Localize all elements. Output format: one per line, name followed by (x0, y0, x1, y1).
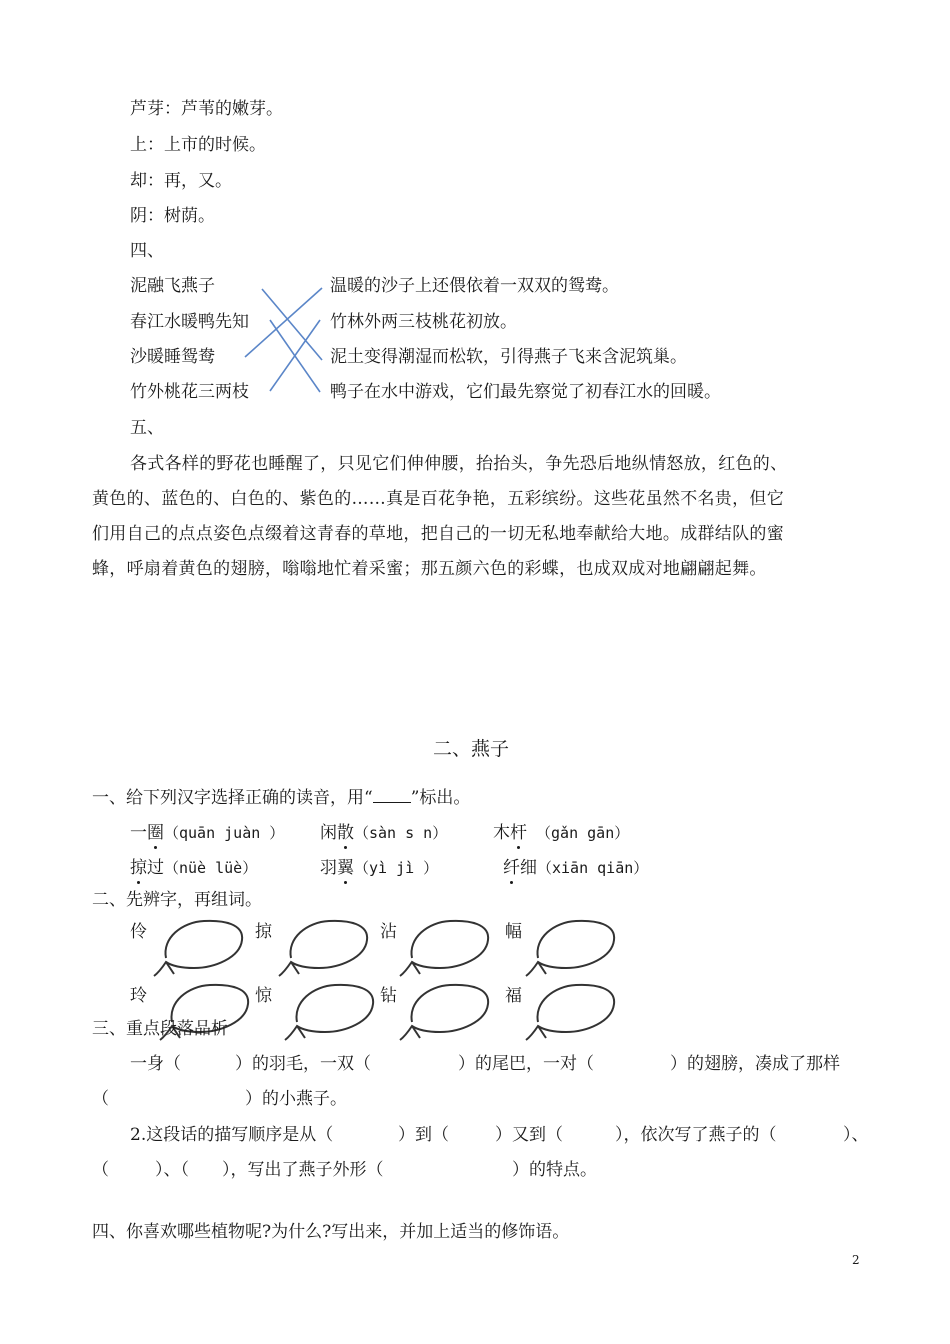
dotted-char: 散 (337, 823, 354, 843)
fill-text: ），依次写了燕子的（ (615, 1125, 777, 1145)
fill-text: 一身（ (130, 1054, 181, 1074)
underline-mark (373, 790, 411, 803)
fill-text: （ (92, 1089, 109, 1109)
leaf-answer-box[interactable] (398, 918, 494, 980)
fill-text: ），写出了燕子外形（ (222, 1160, 384, 1180)
char-label: 掠 (255, 922, 272, 942)
paragraph-line: 各式各样的野花也睡醒了，只见它们伸伸腰，抬抬头，争先恐后地纵情怒放，红色的、 (130, 454, 788, 474)
match-left-item: 泥融飞燕子 (130, 276, 215, 296)
match-right-item: 泥土变得潮湿而松软，引得燕子飞来含泥筑巢。 (330, 347, 687, 367)
fill-text: ）、（ (155, 1160, 189, 1180)
fill-text: ）又到（ (495, 1125, 563, 1145)
leaf-answer-box[interactable] (152, 918, 248, 980)
paragraph-line: 蜂，呼扇着黄色的翅膀，嗡嗡地忙着采蜜；那五颜六色的彩蝶，也成双成对地翩翩起舞。 (92, 559, 767, 579)
fill-text: ）、 (843, 1125, 869, 1145)
char-label: 玲 (130, 986, 147, 1006)
question-text: ”标出。 (410, 788, 471, 808)
note-line: 上：上市的时候。 (130, 135, 266, 155)
match-right-item: 鸭子在水中游戏，它们最先察觉了初春江水的回暖。 (330, 382, 721, 402)
fill-text: ）到（ (398, 1125, 449, 1145)
dotted-char: 圈 (147, 823, 164, 843)
leaf-answer-box[interactable] (283, 982, 379, 1044)
section-heading: 四、 (130, 241, 164, 261)
leaf-answer-box[interactable] (524, 918, 620, 980)
char-label: 福 (505, 986, 522, 1006)
match-left-item: 春江水暖鸭先知 (130, 312, 249, 332)
question-text: 一、给下列汉字选择正确的读音，用“ (92, 788, 373, 808)
paragraph-line: 黄色的、蓝色的、白色的、紫色的……真是百花争艳，五彩缤纷。这些花虽然不名贵，但它 (92, 489, 784, 509)
char-label: 惊 (255, 986, 272, 1006)
char-label: 钻 (380, 986, 397, 1006)
char-label: 沾 (380, 922, 397, 942)
page-number: 2 (852, 1253, 860, 1267)
char-label: 幅 (505, 922, 522, 942)
fill-text: ）的羽毛，一双（ (235, 1054, 371, 1074)
paragraph-line: 们用自己的点点姿色点缀着这青春的草地，把自己的一切无私地奉献给大地。成群结队的蜜 (92, 524, 784, 544)
fill-text: 2.这段话的描写顺序是从（ (130, 1125, 334, 1145)
pinyin-item: 闲散（sàn s n） (320, 823, 448, 843)
fill-text: ）的特点。 (512, 1160, 597, 1180)
lesson-title: 二、燕子 (433, 738, 510, 760)
leaf-answer-box[interactable] (277, 918, 373, 980)
leaf-answer-box[interactable] (524, 982, 620, 1044)
fill-text: ）的小燕子。 (245, 1089, 347, 1109)
note-line: 却：再，又。 (130, 171, 232, 191)
question-heading: 三、重点段落品析 (92, 1019, 228, 1039)
matching-lines (0, 0, 950, 430)
fill-text: （ (92, 1160, 109, 1180)
match-right-item: 温暖的沙子上还偎依着一双双的鸳鸯。 (330, 276, 619, 296)
dotted-char: 翼 (337, 858, 354, 878)
fill-text: ）的翅膀，凑成了那样 (670, 1054, 840, 1074)
match-left-item: 竹外桃花三两枝 (130, 382, 249, 402)
leaf-answer-box[interactable] (398, 982, 494, 1044)
pinyin-item: 纤细（xiān qiān） (503, 858, 649, 878)
match-left-item: 沙暖睡鸳鸯 (130, 347, 215, 367)
dotted-char: 杆 (510, 823, 527, 843)
pinyin-item: 羽翼（yì jì ） (320, 858, 439, 878)
pinyin-item: 掠过（nüè lüè） (130, 858, 258, 878)
question-heading (92, 790, 470, 807)
question-heading: 二、先辨字，再组词。 (92, 890, 262, 910)
section-heading: 五、 (130, 418, 164, 438)
dotted-char: 掠 (130, 858, 147, 878)
pinyin-item: 木杆 （gǎn gān） (493, 823, 630, 843)
note-line: 阴：树荫。 (130, 206, 215, 226)
dotted-char: 纤 (503, 858, 520, 878)
match-right-item: 竹林外两三枝桃花初放。 (330, 312, 517, 332)
char-label: 伶 (130, 922, 147, 942)
note-line: 芦芽：芦苇的嫩芽。 (130, 99, 283, 119)
fill-text: ）的尾巴，一对（ (458, 1054, 594, 1074)
question-heading: 四、你喜欢哪些植物呢?为什么?写出来，并加上适当的修饰语。 (92, 1222, 570, 1242)
pinyin-item: 一圈（quān juàn ） (130, 823, 285, 843)
match-line (262, 289, 322, 360)
